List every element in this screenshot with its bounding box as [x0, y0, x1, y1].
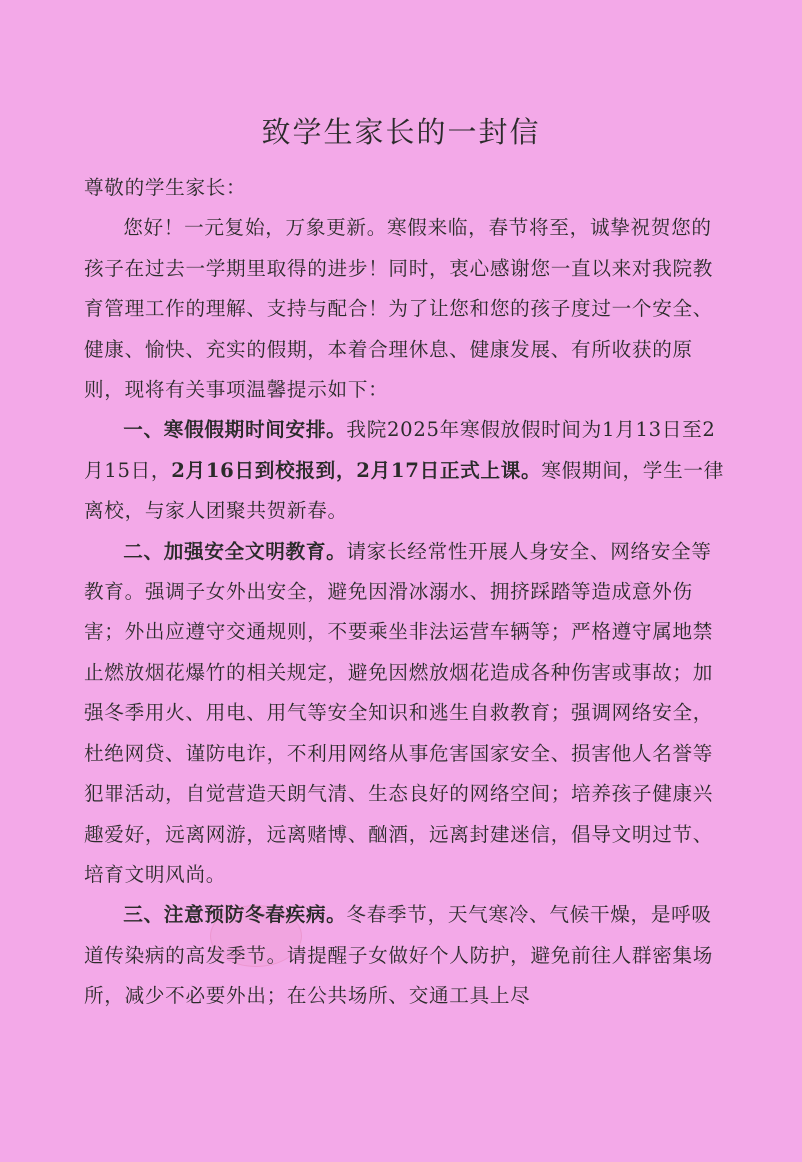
letter-title: 致学生家长的一封信 [261, 115, 541, 149]
salutation: 尊敬的学生家长： [84, 176, 247, 199]
section-1-text-a: 我院2025年寒假放假时间为1月13日至2月15日， [84, 418, 716, 482]
section-3-text: 冬春季节，天气寒冷、气候干燥，是呼吸道传染病的高发季节。请提醒子女做好个人防护，避免前往人群密集场所，减少不必要外出；在公共场所、交通工具上尽 [84, 903, 714, 1008]
letter-body [84, 168, 724, 1017]
section-1-bold-dates: 2月16日到校报到，2月17日正式上课。 [171, 458, 542, 482]
section-3 [84, 895, 724, 1016]
section-1 [84, 410, 724, 531]
section-1-text-c: 寒假期间，学生一律离校，与家人团聚共贺新春。 [84, 458, 724, 523]
intro-paragraph: 您好！一元复始，万象更新。寒假来临，春节将至，诚挚祝贺您的孩子在过去一学期里取得的进步！同时，衷心感谢您一直以来对我院教育管理工作的理解、支持与配合！为了让您和您的孩子度过一个安全、健康、愉快、充实的假期，本着合理休息、健康发展、有所收获的原则，现将有关事项温馨提示如下： [84, 216, 714, 402]
section-2-heading: 二、加强安全文明教育。 [123, 539, 347, 563]
section-2 [84, 532, 724, 896]
section-2-text: 请家长经常性开展人身安全、网络安全等教育。强调子女外出安全，避免因滑冰溺水、拥挤踩踏等造成意外伤害；外出应遵守交通规则，不要乘坐非法运营车辆等；严格遵守属地禁止燃放烟花爆竹的相关规定，避免因燃放烟花造成各种伤害或事故；加强冬季用火、用电、用气等安全知识和逃生自救教育；强调网络安全，杜绝网贷、谨防电诈，不利用网络从事危害国家安全、损害他人名誉等犯罪活动，自觉营造天朗气清、生态良好的网络空间；培养孩子健康兴趣爱好，远离网游，远离赌博、酗酒，远离封建迷信，倡导文明过节、培育文明风尚。 [84, 539, 714, 886]
section-3-heading: 三、注意预防冬春疾病。 [123, 903, 347, 927]
section-1-heading: 一、寒假假期时间安排。 [123, 418, 347, 442]
